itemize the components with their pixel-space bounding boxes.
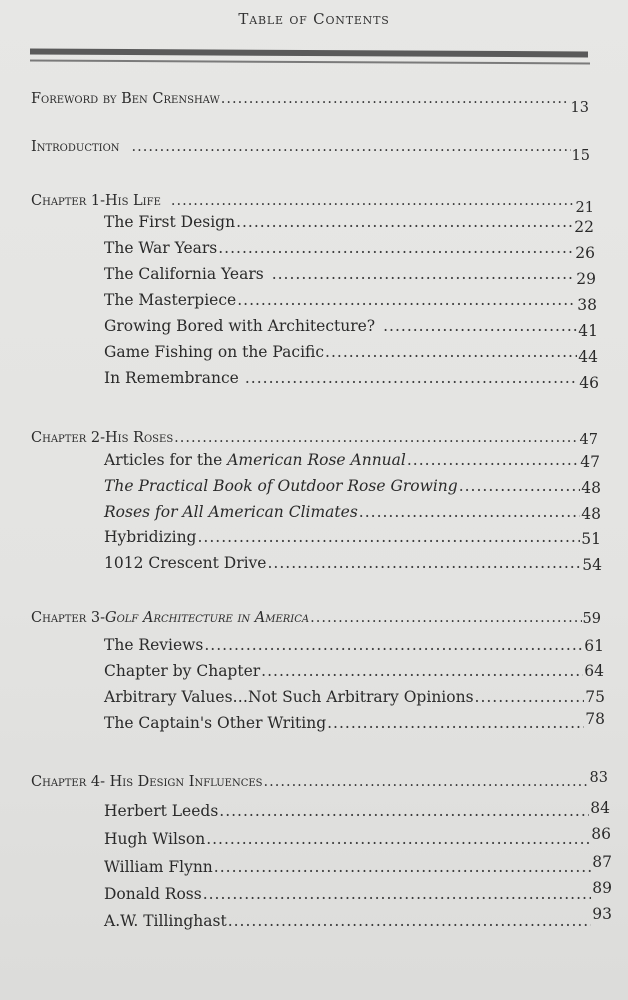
toc-page-number: 51 [581,530,601,548]
toc-entry-label: The California Years [104,265,264,283]
dot-leader [204,636,583,654]
toc-entry-label: Chapter 4- His Design Influences [31,774,263,790]
dot-leader [264,773,589,791]
toc-entry-articles-rose-annual [104,451,600,469]
toc-entry-label: The Reviews [104,636,204,654]
toc-entry-growing-bored [104,317,598,340]
dot-leader [459,477,581,495]
toc-page-number: 21 [575,200,594,216]
toc-entry-hugh-wilson [104,825,611,848]
toc-entry-the-masterpiece [104,291,597,314]
dot-leader [272,265,576,283]
dot-leader [245,369,578,387]
toc-entry-the-california-years [104,265,596,288]
toc-page-number: 47 [580,453,600,471]
toc-entry-the-first-design [104,213,594,236]
toc-entry-label: Game Fishing on the Pacific [104,343,325,361]
toc-entry-italic-title: Roses for All American Climates [104,503,358,521]
toc-entry-the-reviews [104,636,604,654]
toc-entry-label: The War Years [104,239,218,257]
dot-leader [475,688,585,706]
toc-entry-game-fishing [104,343,598,366]
dot-leader [268,554,582,572]
dot-leader [310,609,581,627]
toc-page-number: 54 [582,556,602,574]
toc-page-number: 48 [581,479,601,497]
dot-leader [206,830,590,848]
toc-page-number: 41 [578,322,598,340]
dot-leader [359,503,580,521]
toc-entry-label [104,477,458,495]
toc-page-number: 64 [584,662,604,680]
toc-entry-label [104,503,358,521]
dot-leader [327,714,584,732]
running-head: Table of Contents [238,10,390,28]
toc-entry-label: The First Design [104,213,236,231]
toc-page-number: 75 [585,688,605,706]
toc-page-number: 87 [592,853,612,871]
toc-entry-chapter-1 [31,192,594,216]
toc-page-number: 59 [582,611,601,627]
toc-page-number: 86 [591,825,611,843]
toc-page-number: 44 [578,348,598,366]
dot-leader [261,662,583,680]
toc-entry-herbert-leeds [104,799,610,820]
toc-page-number: 93 [592,905,612,923]
dot-leader [236,213,573,231]
toc-entry-label: Arbitrary Values…Not Such Arbitrary Opinions [104,688,474,706]
toc-entry-foreword [31,90,589,116]
toc-entry-italic-title: American Rose Annual [227,451,406,469]
toc-page-number: 84 [590,799,610,817]
toc-entry-practical-book [104,477,601,495]
toc-entry-crescent-drive [104,554,602,572]
toc-entry-label: Chapter 3-Golf Architecture in America [31,610,310,626]
dot-leader [171,192,575,210]
toc-entry-label: 1012 Crescent Drive [104,554,267,572]
toc-entry-label: The Masterpiece [104,291,237,309]
dot-leader [237,291,576,309]
toc-entry-chapter-by-chapter [104,662,604,680]
toc-entry-label: Articles for the American Rose Annual [104,451,406,469]
toc-entry-roses-all-climates [104,503,601,521]
dot-leader [383,317,577,335]
toc-page-number: 48 [581,505,601,523]
dot-leader [219,802,589,820]
toc-page-number: 83 [589,770,608,786]
toc-entry-label: In Remembrance [104,369,239,387]
toc-page-number: 15 [571,148,590,164]
toc-entry-in-remembrance [104,369,599,392]
toc-entry-captains-other-writing [104,710,605,732]
toc-entry-label: Growing Bored with Architecture? [104,317,376,335]
toc-page-number: 47 [579,432,598,448]
dot-leader [132,138,571,156]
toc-entry-the-war-years [104,239,595,262]
toc-entry-introduction [31,138,590,164]
toc-page-number: 61 [584,637,604,655]
dot-leader [221,90,570,108]
toc-entry-label: Chapter by Chapter [104,662,261,680]
toc-entry-label: Hugh Wilson [104,830,206,848]
toc-entry-italic-title: The Practical Book of Outdoor Rose Growing [104,477,458,495]
toc-entry-label: William Flynn [104,858,213,876]
toc-entry-label: A.W. Tillinghast [104,912,227,930]
toc-entry-william-flynn [104,853,612,876]
toc-entry-aw-tillinghast [104,905,612,930]
toc-entry-donald-ross [104,879,612,903]
dot-leader [203,885,592,903]
toc-entry-chapter-3 [31,609,601,627]
toc-entry-label: Chapter 2-His Roses [31,430,174,446]
dot-leader [218,239,574,257]
toc-page-number: 26 [575,244,595,262]
toc-page-number: 78 [585,710,605,728]
toc-entry-label: Introduction [31,139,120,155]
dot-leader [174,429,578,447]
toc-entry-chapter-2 [31,429,598,447]
dot-leader [325,343,577,361]
toc-entry-chapter-4 [31,770,608,791]
toc-entry-label: Hybridizing [104,528,197,546]
dot-leader [407,451,579,469]
toc-page-number: 29 [576,270,596,288]
toc-entry-label: Herbert Leeds [104,802,219,820]
dot-leader [228,912,592,930]
toc-entry-hybridizing [104,528,601,546]
toc-page-number: 89 [592,879,612,897]
toc-entry-label: Donald Ross [104,885,202,903]
toc-page-number: 13 [570,100,589,116]
toc-entry-italic-title: Golf Architecture in America [105,610,310,626]
toc-entry-label: Foreword by Ben Crenshaw [31,91,220,107]
toc-page-number: 22 [574,218,594,236]
toc-entry-label: Chapter 1-His Life [31,193,161,209]
dot-leader [214,858,591,876]
toc-page-number: 46 [579,374,599,392]
toc-entry-label: The Captain's Other Writing [104,714,327,732]
toc-page-number: 38 [577,296,597,314]
toc-entry-arbitrary-values [104,688,605,706]
dot-leader [197,528,580,546]
